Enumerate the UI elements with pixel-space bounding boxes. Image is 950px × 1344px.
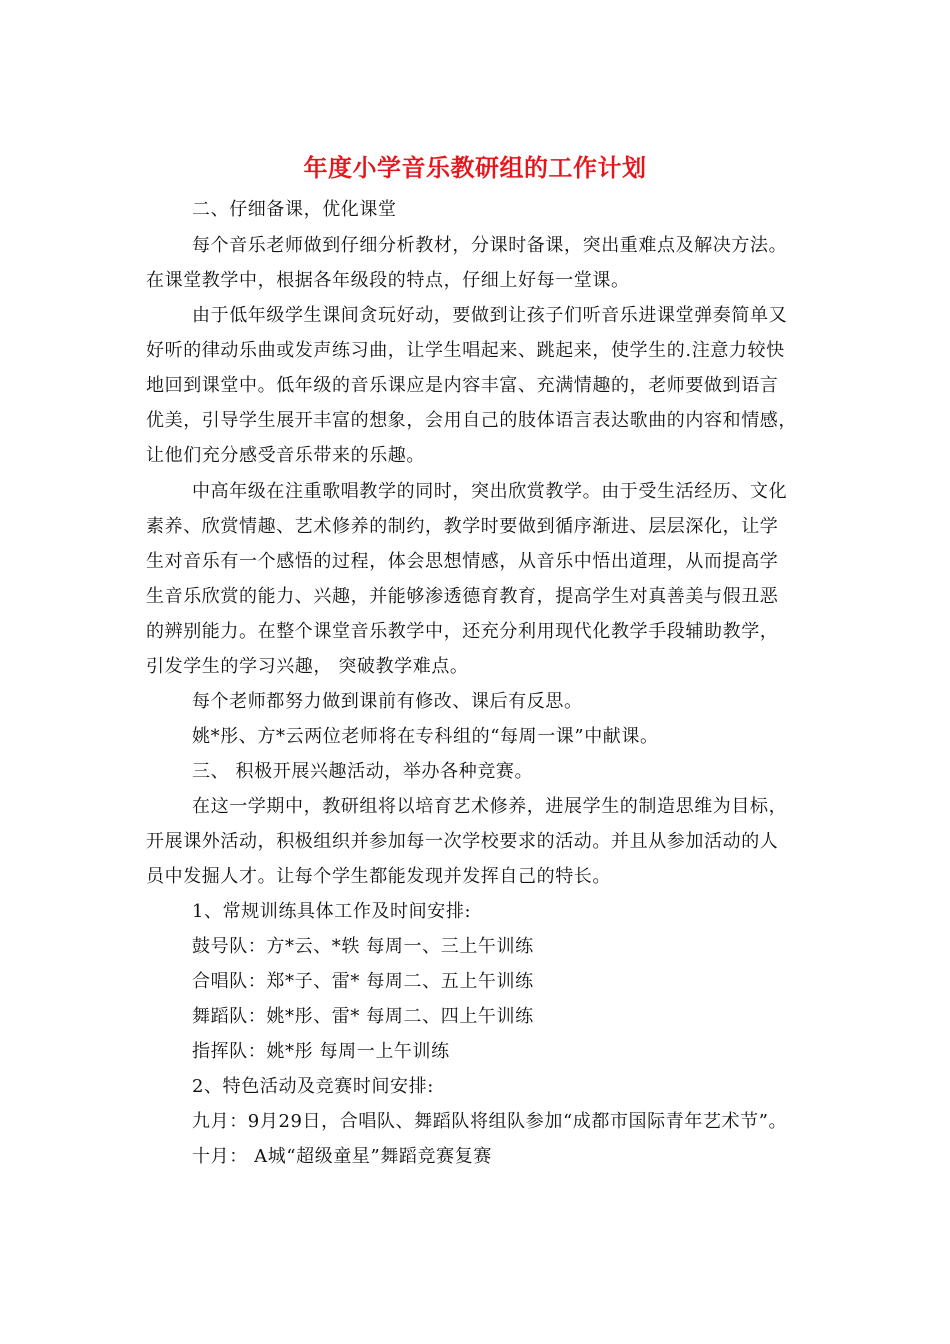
paragraph-line: 好听的律动乐曲或发声练习曲，让学生唱起来、跳起来，使学生的.注意力较快 (146, 340, 785, 361)
paragraph-line: 在课堂教学中，根据各年级段的特点，仔细上好每一堂课。 (146, 270, 630, 291)
paragraph-line: 员中发掘人才。让每个学生都能发现并发挥自己的特长。 (146, 866, 611, 887)
subsection-heading: 1、常规训练具体工作及时间安排: (192, 901, 472, 922)
paragraph-line: 在这一学期中，教研组将以培育艺术修养，进展学生的制造思维为目标， (192, 796, 788, 817)
paragraph-line: 地回到课堂中。低年级的音乐课应是内容丰富、充满情趣的，老师要做到语言 (146, 375, 779, 396)
paragraph-line: 每个老师都努力做到课前有修改、课后有反思。 (192, 691, 583, 712)
paragraph-line: 素养、欣赏情趣、艺术修养的制约，教学时要做到循序渐进、层层深化，让学 (146, 516, 779, 537)
paragraph-line: 让他们充分感受音乐带来的乐趣。 (146, 445, 425, 466)
paragraph-line: 引发学生的学习兴趣， 突破教学难点。 (146, 656, 469, 677)
event-item: 十月： A城“超级童星”舞蹈竞赛复赛 (192, 1146, 492, 1167)
schedule-item: 舞蹈队：姚*彤、雷* 每周二、四上午训练 (192, 1006, 534, 1027)
paragraph-line: 生对音乐有一个感悟的过程，体会思想情感，从音乐中悟出道理，从而提高学 (146, 551, 779, 572)
paragraph-line: 开展课外活动，积极组织并参加每一次学校要求的活动。并且从参加活动的人 (146, 831, 779, 852)
event-item: 九月：9月29日，合唱队、舞蹈队将组队参加“成都市国际青年艺术节”。 (192, 1111, 788, 1132)
paragraph-line: 的辨别能力。在整个课堂音乐教学中，还充分利用现代化教学手段辅助教学， (146, 621, 779, 642)
paragraph-line: 由于低年级学生课间贪玩好动，要做到让孩子们听音乐进课堂弹奏简单又 (192, 305, 788, 326)
document-title: 年度小学音乐教研组的工作计划 (303, 153, 647, 182)
section-heading: 二、仔细备课，优化课堂 (192, 199, 397, 220)
schedule-item: 合唱队：郑*子、雷* 每周二、五上午训练 (192, 971, 534, 992)
section-heading: 三、 积极开展兴趣活动，举办各种竞赛。 (192, 761, 534, 782)
schedule-item: 鼓号队：方*云、*轶 每周一、三上午训练 (192, 936, 534, 957)
paragraph-line: 中高年级在注重歌唱教学的同时，突出欣赏教学。由于受生活经历、文化 (192, 481, 788, 502)
schedule-item: 指挥队：姚*彤 每周一上午训练 (192, 1041, 450, 1062)
paragraph-line: 姚*彤、方*云两位老师将在专科组的“每周一课”中献课。 (192, 726, 659, 747)
paragraph-line: 每个音乐老师做到仔细分析教材，分课时备课，突出重难点及解决方法。 (192, 235, 788, 256)
paragraph-line: 优美，引导学生展开丰富的想象，会用自己的肢体语言表达歌曲的内容和情感， (146, 410, 797, 431)
subsection-heading: 2、特色活动及竞赛时间安排: (192, 1076, 434, 1097)
paragraph-line: 生音乐欣赏的能力、兴趣，并能够渗透德育教育，提高学生对真善美与假丑恶 (146, 586, 779, 607)
